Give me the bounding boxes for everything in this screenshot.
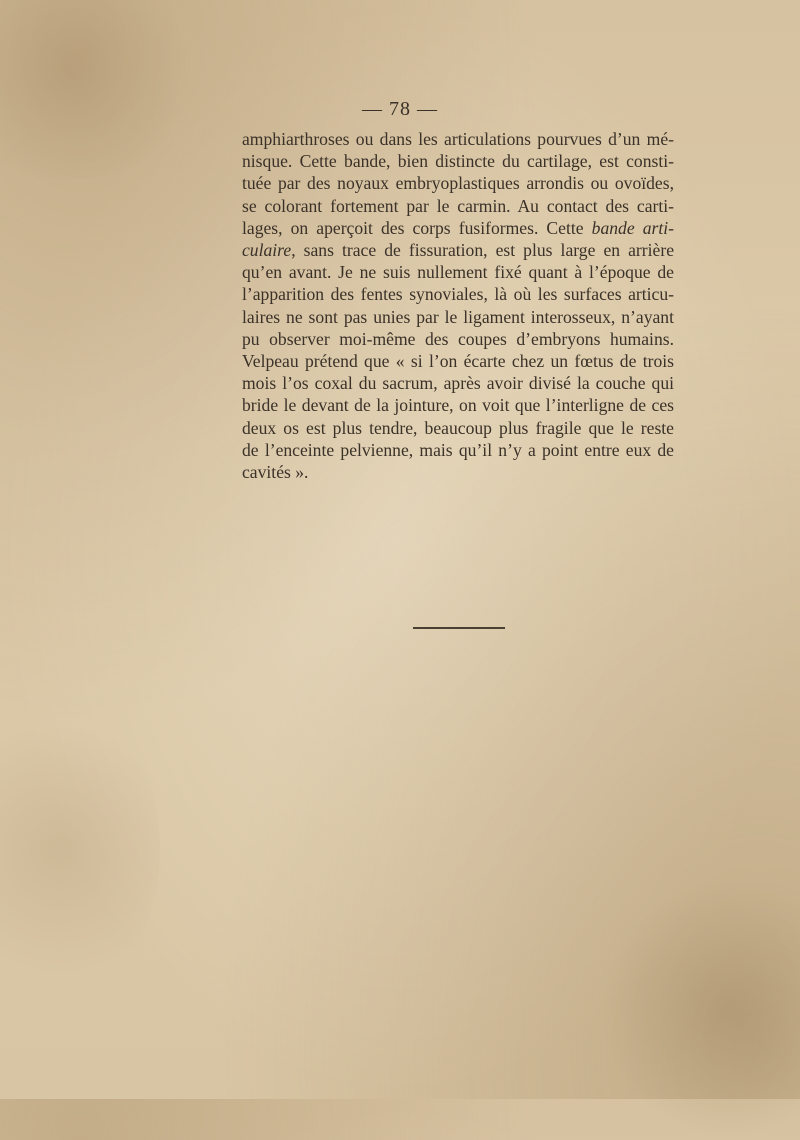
text-line [242,461,674,483]
text-line [242,439,674,461]
italic-text: bande arti- [591,217,674,238]
text-line [242,306,674,328]
text-run: qu’en avant. Je ne suis nullement fixé quant à l’époque de [242,262,674,283]
text-line [242,372,674,394]
italic-text: culaire [242,240,292,261]
paper-stain [0,700,160,1000]
text-line [242,394,674,416]
text-line [242,283,674,305]
text-line [242,417,674,439]
text-run: tuée par des noyaux embryoplastiques arrondis ou ovoïdes, [242,173,674,194]
page-number: — 78 — [362,98,438,120]
text-run: amphiarthroses ou dans les articulations pourvues d’un mé- [242,129,674,149]
text-run: de l’enceinte pelvienne, mais qu’il n’y a point entre eux de [242,439,674,460]
body-paragraph [242,128,674,483]
text-run: cavités ». [242,462,309,483]
text-run: lages, on aperçoit des corps fusiformes. Cette [242,217,592,238]
end-rule [413,627,505,629]
text-line [242,239,674,261]
paper-stain [0,0,200,180]
text-run: pu observer moi-même des coupes d’embryons humains. [242,328,674,349]
text-run: mois l’os coxal du sacrum, après avoir divisé la couche qui [242,373,674,394]
paper-stain [600,880,800,1140]
text-line [242,150,674,172]
text-run: deux os est plus tendre, beaucoup plus fragile que le reste [242,417,674,438]
text-run: nisque. Cette bande, bien distincte du cartilage, est consti- [242,151,674,172]
text-line [242,217,674,239]
text-line [242,195,674,217]
text-line [242,261,674,283]
text-run: se colorant fortement par le carmin. Au contact des carti- [242,195,674,216]
text-line [242,172,674,194]
text-line [242,328,674,350]
text-run: Velpeau prétend que « si l’on écarte chez un fœtus de trois [242,351,674,372]
text-run: bride le devant de la jointure, on voit que l’interligne de ces [242,395,674,416]
text-line [242,350,674,372]
text-line [242,128,674,150]
text-run: laires ne sont pas unies par le ligament interosseux, n’ayant [242,306,674,327]
text-run: l’apparition des fentes synoviales, là où les surfaces articu- [242,284,674,305]
text-run: , sans trace de fissuration, est plus large en arrière [291,240,674,261]
